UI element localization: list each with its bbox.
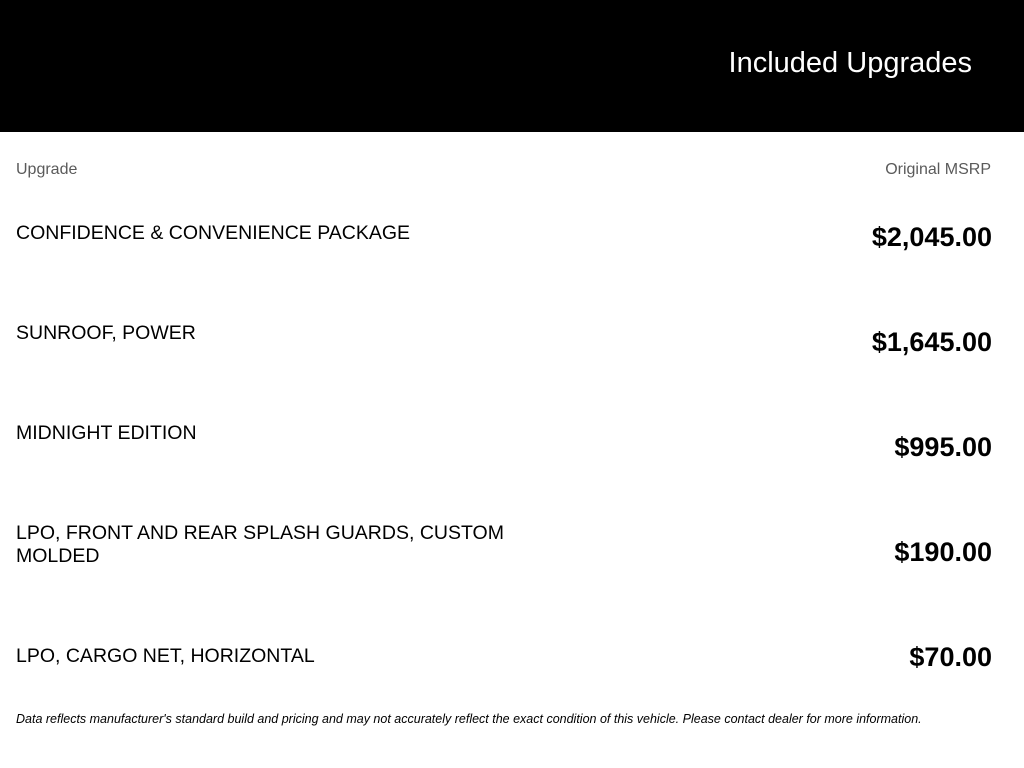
upgrade-price: $2,045.00: [871, 222, 992, 252]
upgrade-price: $70.00: [909, 642, 992, 672]
upgrade-row: [0, 222, 1024, 322]
upgrade-price: $995.00: [894, 432, 992, 462]
upgrade-row: [0, 422, 1024, 522]
upgrade-row: [0, 622, 1024, 722]
upgrade-name: SUNROOF, POWER: [16, 322, 196, 344]
upgrade-name: CONFIDENCE & CONVENIENCE PACKAGE: [16, 222, 411, 244]
upgrade-price: $190.00: [894, 537, 992, 567]
disclaimer-text: Data reflects manufacturer's standard build and pricing and may not accurately reflect the exact condition of this vehicle. Please contact dealer for more information.: [16, 712, 922, 726]
column-header-upgrade: Upgrade: [16, 161, 78, 178]
page-title: Included Upgrades: [728, 47, 972, 79]
upgrade-row: [0, 522, 1024, 622]
upgrade-price: $1,645.00: [871, 327, 992, 357]
column-header-msrp: Original MSRP: [885, 161, 991, 178]
upgrade-name: LPO, CARGO NET, HORIZONTAL: [16, 645, 315, 667]
upgrade-name: MIDNIGHT EDITION: [16, 422, 197, 444]
header-bar: [0, 0, 1024, 132]
upgrade-name: LPO, FRONT AND REAR SPLASH GUARDS, CUSTOM MOLDED: [16, 522, 504, 567]
upgrade-row: [0, 322, 1024, 422]
